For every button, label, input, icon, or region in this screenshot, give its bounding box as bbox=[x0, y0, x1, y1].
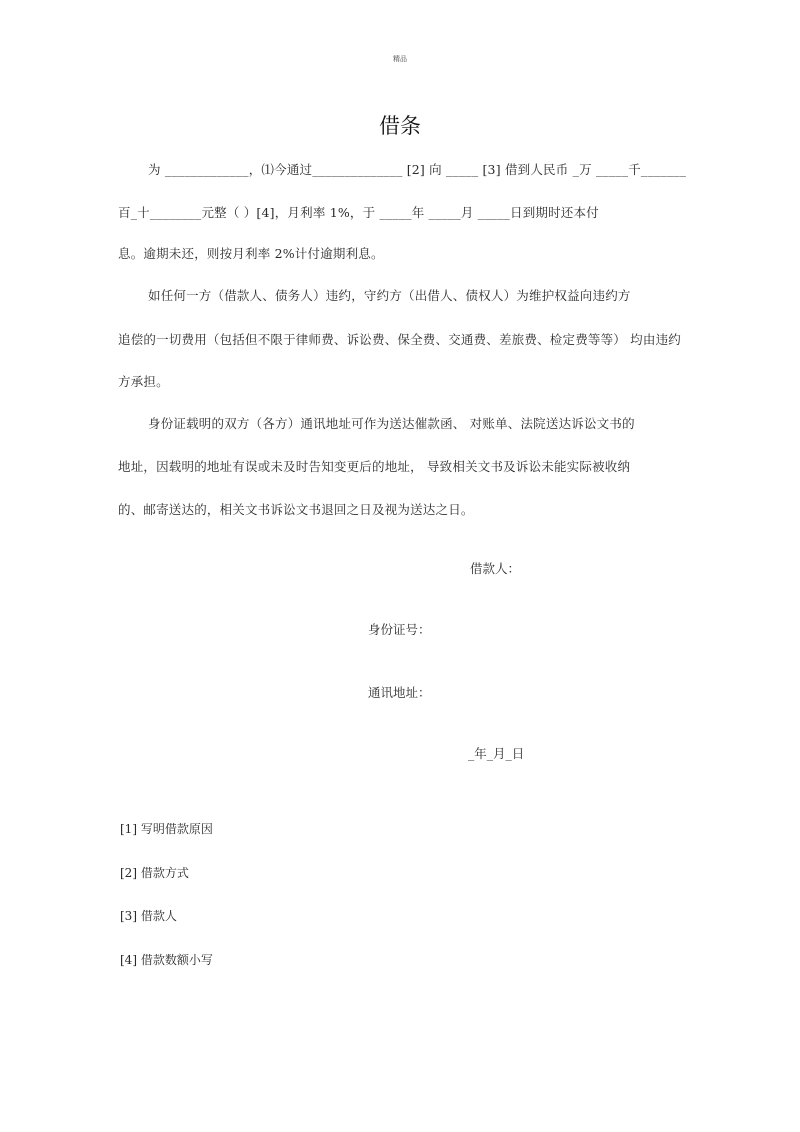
paragraph-3-line-2: 地址，因载明的地址有误或未及时告知变更后的地址， 导致相关文书及诉讼未能实际被收纳 bbox=[118, 459, 631, 474]
paragraph-3-line-1: 身份证载明的双方（各方）通讯地址可作为送达催款函、 对账单、法院送达诉讼文书的 bbox=[148, 416, 635, 431]
footnote-4: [4] 借款数额小写 bbox=[120, 953, 213, 967]
id-number-label: 身份证号： bbox=[368, 622, 431, 637]
footnote-3: [3] 借款人 bbox=[120, 909, 177, 923]
paragraph-1-line-2: 百_十________元整（ ）[4]，月利率 1%，于 _____年 _____月 _____日到期时还本付 bbox=[118, 205, 599, 220]
address-label: 通讯地址： bbox=[368, 685, 431, 700]
paragraph-2-line-1: 如任何一方（借款人、债务人）违约，守约方（出借人、债权人）为维护权益向违约方 bbox=[148, 288, 631, 303]
paragraph-1-line-3: 息。逾期未还，则按月利率 2%计付逾期利息。 bbox=[118, 246, 384, 261]
date-label: _年_月_日 bbox=[468, 746, 525, 761]
footnote-2: [2] 借款方式 bbox=[120, 866, 189, 880]
paragraph-3-line-3: 的、邮寄送达的，相关文书诉讼文书退回之日及视为送达之日。 bbox=[118, 502, 474, 517]
header-mark: 精品 bbox=[393, 55, 407, 63]
paragraph-2-line-3: 方承担。 bbox=[118, 374, 169, 389]
borrower-label: 借款人： bbox=[470, 561, 521, 576]
paragraph-2-line-2: 追偿的一切费用（包括但不限于律师费、诉讼费、保全费、交通费、差旅费、检定费等等） 均由违约 bbox=[118, 332, 681, 347]
footnote-1: [1] 写明借款原因 bbox=[120, 822, 213, 836]
paragraph-1-line-1: 为 _____________，⑴今通过______________ [2] 向 _____ [3] 借到人民币 _万 _____千_______ bbox=[148, 162, 687, 177]
document-title: 借条 bbox=[379, 114, 421, 138]
